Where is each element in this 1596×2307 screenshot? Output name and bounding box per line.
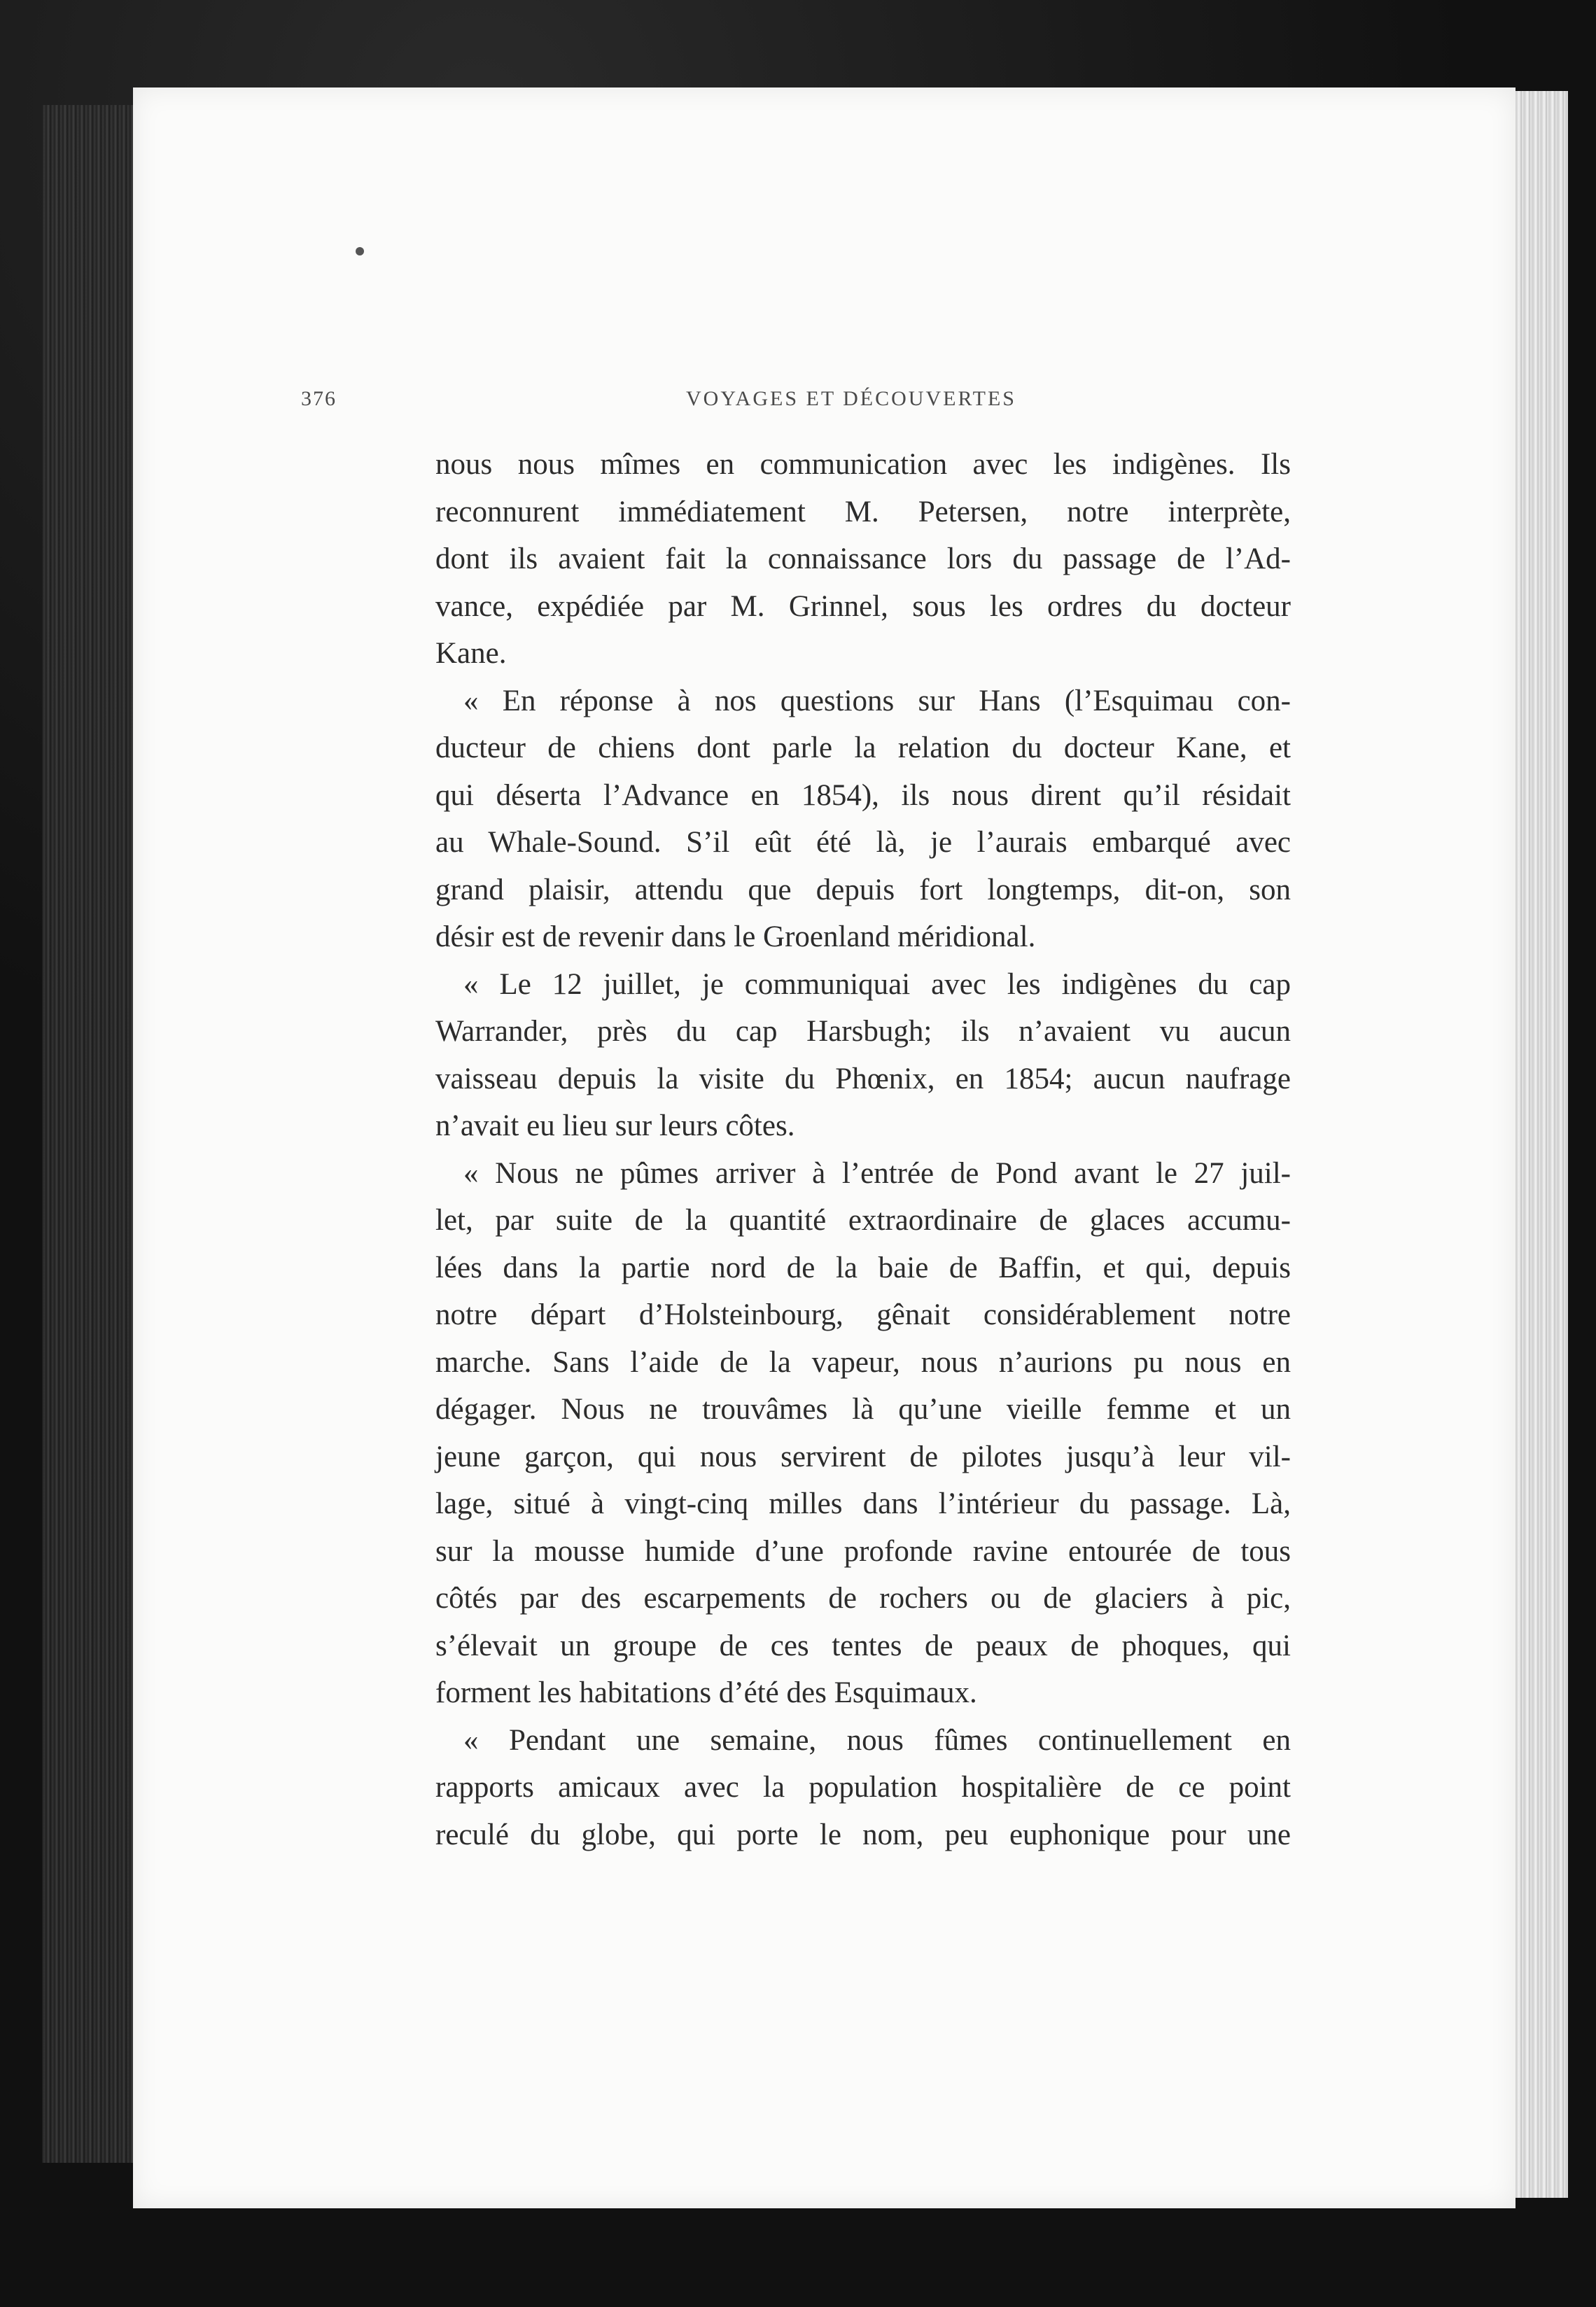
text-line: lées dans la partie nord de la baie de Baffin, et qui, depuis — [435, 1251, 1291, 1284]
page-number: 376 — [301, 387, 337, 410]
page-header — [301, 387, 1295, 415]
text-line: vance, expédiée par M. Grinnel, sous les ordres du docteur — [435, 589, 1291, 623]
text-line: « En réponse à nos questions sur Hans (l’Esquimau con- — [463, 684, 1291, 717]
text-line: qui déserta l’Advance en 1854), ils nous dirent qu’il résidait — [435, 778, 1291, 812]
text-line: marche. Sans l’aide de la vapeur, nous n’aurions pu nous en — [435, 1345, 1291, 1379]
scan-speck — [356, 247, 364, 255]
running-title: VOYAGES ET DÉCOUVERTES — [686, 387, 1016, 410]
text-line: ducteur de chiens dont parle la relation du docteur Kane, et — [435, 731, 1291, 764]
text-line: « Pendant une semaine, nous fûmes continuellement en — [463, 1723, 1291, 1757]
text-line: « Nous ne pûmes arriver à l’entrée de Pond avant le 27 juil- — [463, 1156, 1291, 1190]
text-line: au Whale-Sound. S’il eût été là, je l’aurais embarqué avec — [435, 826, 1291, 859]
text-line: vaisseau depuis la visite du Phœnix, en 1854; aucun naufrage — [435, 1062, 1291, 1095]
text-line: forment les habitations d’été des Esquimaux. — [435, 1676, 977, 1709]
text-line: côtés par des escarpements de rochers ou de glaciers à pic, — [435, 1582, 1291, 1615]
text-line: Warrander, près du cap Harsbugh; ils n’avaient vu aucun — [435, 1015, 1291, 1048]
text-line: notre départ d’Holsteinbourg, gênait considérablement notre — [435, 1298, 1291, 1331]
text-line: nous nous mîmes en communication avec les indigènes. Ils — [435, 448, 1291, 481]
text-line: dégager. Nous ne trouvâmes là qu’une vieille femme et un — [435, 1393, 1291, 1426]
text-line: reculé du globe, qui porte le nom, peu euphonique pour une — [435, 1818, 1291, 1851]
book-page-edges-left — [42, 105, 133, 2163]
text-line: lage, situé à vingt-cinq milles dans l’intérieur du passage. Là, — [435, 1487, 1291, 1520]
text-line: n’avait eu lieu sur leurs côtes. — [435, 1109, 795, 1142]
text-line: « Le 12 juillet, je communiquai avec les indigènes du cap — [463, 967, 1291, 1001]
text-line: rapports amicaux avec la population hospitalière de ce point — [435, 1771, 1291, 1804]
text-line: grand plaisir, attendu que depuis fort longtemps, dit-on, son — [435, 873, 1291, 906]
body-text — [435, 441, 1291, 1858]
text-line: dont ils avaient fait la connaissance lors du passage de l’Ad- — [435, 542, 1291, 575]
text-line: désir est de revenir dans le Groenland méridional. — [435, 920, 1036, 953]
text-line: Kane. — [435, 637, 507, 670]
text-line: reconnurent immédiatement M. Petersen, notre interprète, — [435, 495, 1291, 528]
text-line: s’élevait un groupe de ces tentes de peaux de phoques, qui — [435, 1629, 1291, 1662]
text-line: sur la mousse humide d’une profonde ravine entourée de tous — [435, 1534, 1291, 1568]
text-line: jeune garçon, qui nous servirent de pilotes jusqu’à leur vil- — [435, 1440, 1291, 1473]
text-line: let, par suite de la quantité extraordinaire de glaces accumu- — [435, 1204, 1291, 1237]
